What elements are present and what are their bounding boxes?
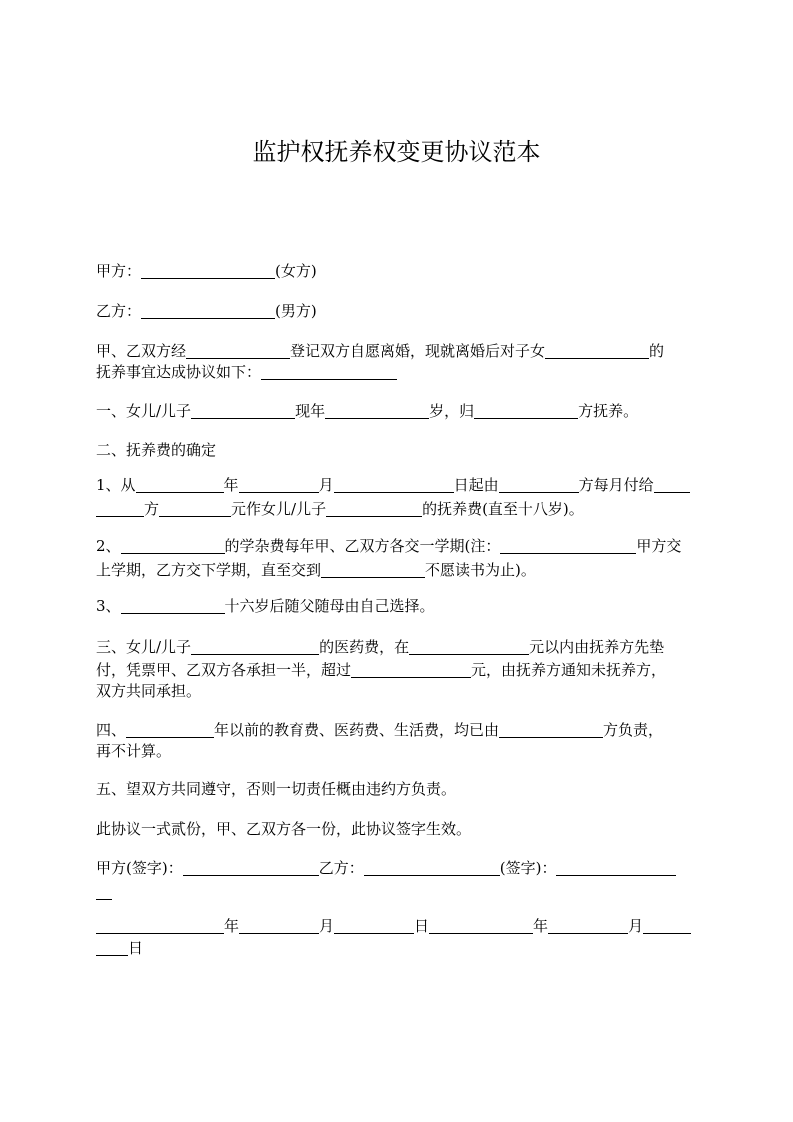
date-label: 年 [533, 917, 549, 935]
clause-2-item-2-line-2 [96, 559, 536, 581]
clause-text: 2、 [96, 537, 121, 555]
clause-text: 方抚养。 [578, 402, 639, 420]
clause-text: 三、女儿/儿子 [96, 638, 192, 656]
clause-text: 方 [144, 500, 160, 518]
clause-text: 甲方交 [636, 537, 682, 555]
clause-text: 元以内由抚养方先垫 [529, 638, 665, 656]
clause-text: 再不计算。 [96, 742, 172, 760]
clause-2-heading [96, 439, 216, 461]
preamble-text: 抚养事宜达成协议如下： [96, 363, 262, 381]
signature-blank [364, 860, 500, 876]
date-blank [239, 918, 319, 934]
blank-line [239, 477, 319, 493]
blank-line [191, 639, 319, 655]
clause-text: 上学期，乙方交下学期，直至交到 [96, 561, 322, 579]
clause-3-line-2 [96, 659, 666, 681]
party-b-line [96, 300, 317, 322]
closing-text: 此协议一式贰份，甲、乙双方各一份，此协议签字生效。 [96, 820, 472, 838]
blank-line [126, 722, 214, 738]
blank-line [321, 562, 425, 578]
clause-3-line-3 [96, 680, 201, 702]
date-blank [96, 940, 128, 956]
preamble-line-1 [96, 340, 664, 362]
date-blank [429, 918, 533, 934]
blank-line [325, 403, 429, 419]
clause-text: 的学杂费每年甲、乙双方各交一学期(注： [224, 537, 501, 555]
clause-1 [96, 400, 638, 422]
blank-line [409, 639, 529, 655]
blank-line [654, 477, 690, 493]
date-blank [548, 918, 628, 934]
date-blank [334, 918, 414, 934]
blank-line [474, 403, 578, 419]
blank-line [121, 598, 225, 614]
clause-text: 方每月付给 [578, 476, 654, 494]
clause-text: 1、从 [96, 476, 136, 494]
preamble-text: 的 [649, 342, 665, 360]
blank-line [334, 477, 454, 493]
clause-text: 五、望双方共同遵守，否则一切责任概由违约方负责。 [96, 780, 457, 798]
date-blank [643, 918, 691, 934]
clause-text: 双方共同承担。 [96, 682, 202, 700]
party-a-label: 甲方： [96, 262, 142, 280]
signature-blank [183, 860, 319, 876]
preamble-text: 甲、乙双方经 [96, 342, 187, 360]
party-b-label: 乙方： [96, 302, 142, 320]
blank-line [96, 501, 144, 517]
signature-line-2 [96, 881, 112, 903]
date-label: 日 [414, 917, 430, 935]
clause-text: 3、 [96, 597, 121, 615]
clause-4-line-1 [96, 719, 663, 741]
closing-statement [96, 818, 471, 840]
preamble-line-2 [96, 361, 397, 383]
document-title: 监护权抚养权变更协议范本 [252, 138, 541, 166]
signature-label: (签字)： [499, 859, 557, 877]
blank-line [499, 477, 579, 493]
date-label: 月 [319, 917, 335, 935]
clause-2-item-3 [96, 595, 435, 617]
preamble-text: 登记双方自愿离婚，现就离婚后对子女 [290, 342, 546, 360]
clause-2-item-2-line-1 [96, 535, 681, 557]
signature-label: 乙方： [318, 859, 364, 877]
blank-line [159, 501, 231, 517]
blank-line [499, 722, 603, 738]
party-a-blank [141, 263, 275, 279]
party-a-suffix: (女方) [275, 262, 317, 280]
clause-text: 年以前的教育费、医药费、生活费，均已由 [214, 721, 500, 739]
clause-2-item-1-line-1 [96, 474, 690, 496]
clause-text: 十六岁后随父随母由自己选择。 [224, 597, 435, 615]
clause-text: 付，凭票甲、乙双方各承担一半，超过 [96, 661, 352, 679]
clause-text: 的医药费，在 [319, 638, 410, 656]
blank-line [500, 538, 636, 554]
clause-text: 不愿读书为止)。 [425, 561, 536, 579]
clause-text: 一、女儿/儿子 [96, 402, 192, 420]
signature-line-1 [96, 857, 676, 879]
blank-line [261, 364, 397, 380]
blank-line [121, 538, 225, 554]
clause-text: 年 [223, 476, 239, 494]
party-b-suffix: (男方) [275, 302, 317, 320]
clause-text: 现年 [295, 402, 326, 420]
signature-label: 甲方(签字)： [96, 859, 183, 877]
clause-4-line-2 [96, 740, 171, 762]
blank-line [191, 403, 295, 419]
date-line-1 [96, 915, 691, 937]
clause-text: 的抚养费(直至十八岁)。 [422, 500, 584, 518]
clause-text: 方负责， [603, 721, 664, 739]
clause-text: 元作女儿/儿子 [231, 500, 327, 518]
date-line-2 [96, 937, 143, 959]
clause-3-line-1 [96, 636, 664, 658]
date-label: 月 [628, 917, 644, 935]
date-blank [96, 918, 224, 934]
signature-blank [556, 860, 676, 876]
blank-line [351, 662, 471, 678]
party-b-blank [141, 303, 275, 319]
blank-line [545, 343, 649, 359]
clause-2-item-1-line-2 [96, 498, 584, 520]
clause-5 [96, 778, 456, 800]
clause-text: 元，由抚养方通知未抚养方， [471, 661, 667, 679]
signature-blank [96, 884, 112, 900]
date-label: 日 [128, 939, 144, 957]
clause-text: 岁，归 [429, 402, 475, 420]
party-a-line [96, 260, 317, 282]
clause-text: 日起由 [453, 476, 499, 494]
blank-line [326, 501, 422, 517]
date-label: 年 [224, 917, 240, 935]
clause-heading: 二、抚养费的确定 [96, 441, 217, 459]
clause-text: 月 [318, 476, 334, 494]
blank-line [136, 477, 224, 493]
clause-text: 四、 [96, 721, 127, 739]
blank-line [186, 343, 290, 359]
